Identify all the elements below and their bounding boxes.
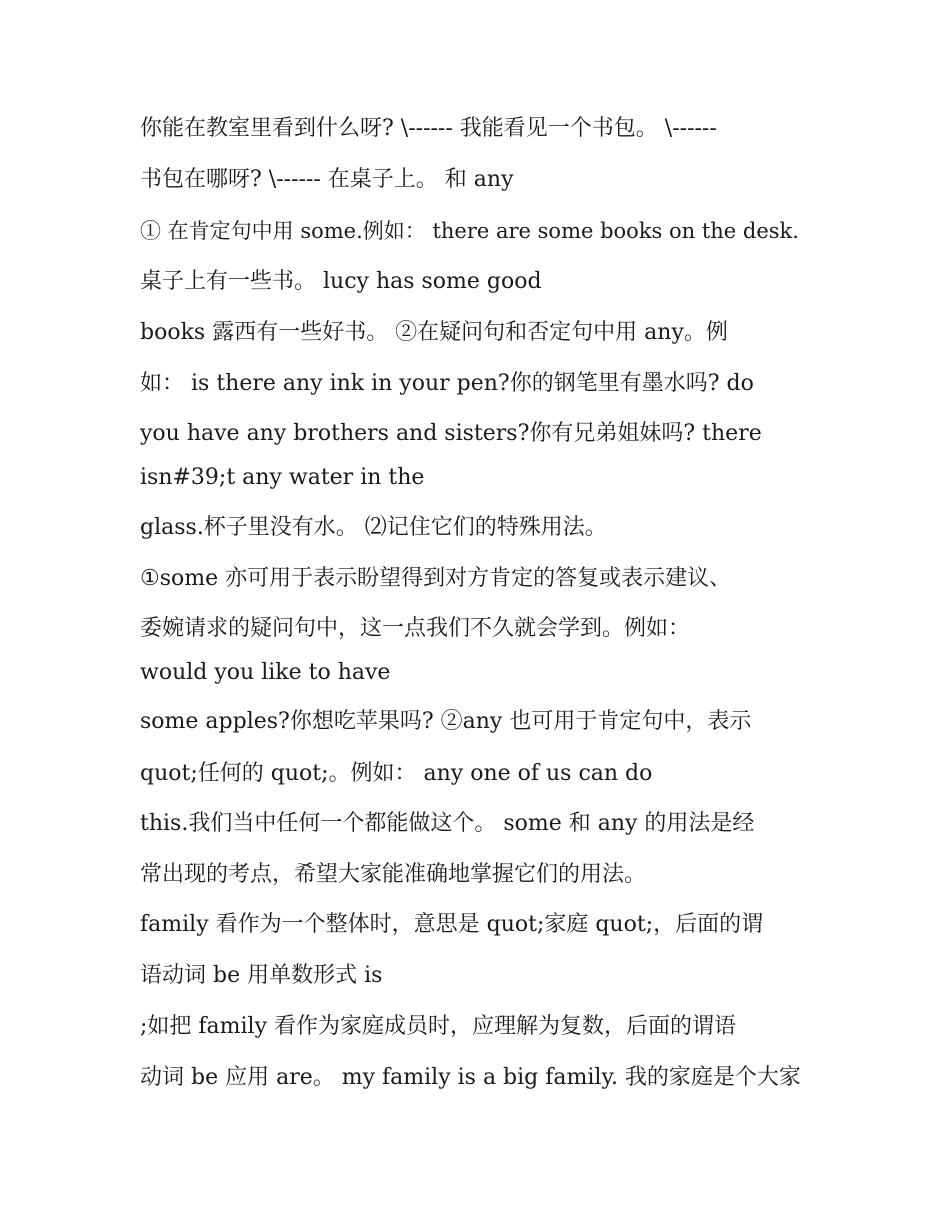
text-line: 桌子上有一些书。 lucy has some good (140, 269, 542, 294)
text-line: ①some 亦可用于表示盼望得到对方肯定的答复或表示建议、 (140, 566, 732, 591)
text-line: quot;任何的 quot;。例如： any one of us can do (140, 761, 653, 786)
text-line: ① 在肯定句中用 some.例如： there are some books on the desk. (140, 219, 799, 243)
text-line: 委婉请求的疑问句中，这一点我们不久就会学到。例如： (140, 616, 691, 641)
text-line: 语动词 be 用单数形式 is (140, 963, 383, 988)
text-line: family 看作为一个整体时，意思是 quot;家庭 quot;，后面的谓 (140, 912, 764, 937)
text-line: would you like to have (140, 660, 391, 685)
text-line: isn#39;t any water in the (140, 465, 425, 490)
text-line: books 露西有一些好书。 ②在疑问句和否定句中用 any。例 (140, 320, 728, 345)
text-line: this.我们当中任何一个都能做这个。 some 和 any 的用法是经 (140, 811, 755, 836)
text-line: glass.杯子里没有水。 ⑵记住它们的特殊用法。 (140, 515, 607, 540)
text-line: you have any brothers and sisters?你有兄弟姐妹吗? there (140, 421, 762, 446)
text-line: 你能在教室里看到什么呀? \------ 我能看见一个书包。 \------ (140, 116, 717, 141)
text-line: some apples?你想吃苹果吗? ②any 也可用于肯定句中，表示 (140, 709, 752, 734)
text-line: 书包在哪呀? \------ 在桌子上。 和 any (140, 167, 514, 192)
text-line: 常出现的考点，希望大家能准确地掌握它们的用法。 (140, 862, 647, 887)
text-line: 如： is there any ink in your pen?你的钢笔里有墨水吗? do (140, 371, 754, 396)
text-line: ;如把 family 看作为家庭成员时，应理解为复数，后面的谓语 (140, 1014, 737, 1039)
text-line: 动词 be 应用 are。 my family is a big family. 我的家庭是个大家 (140, 1065, 801, 1090)
